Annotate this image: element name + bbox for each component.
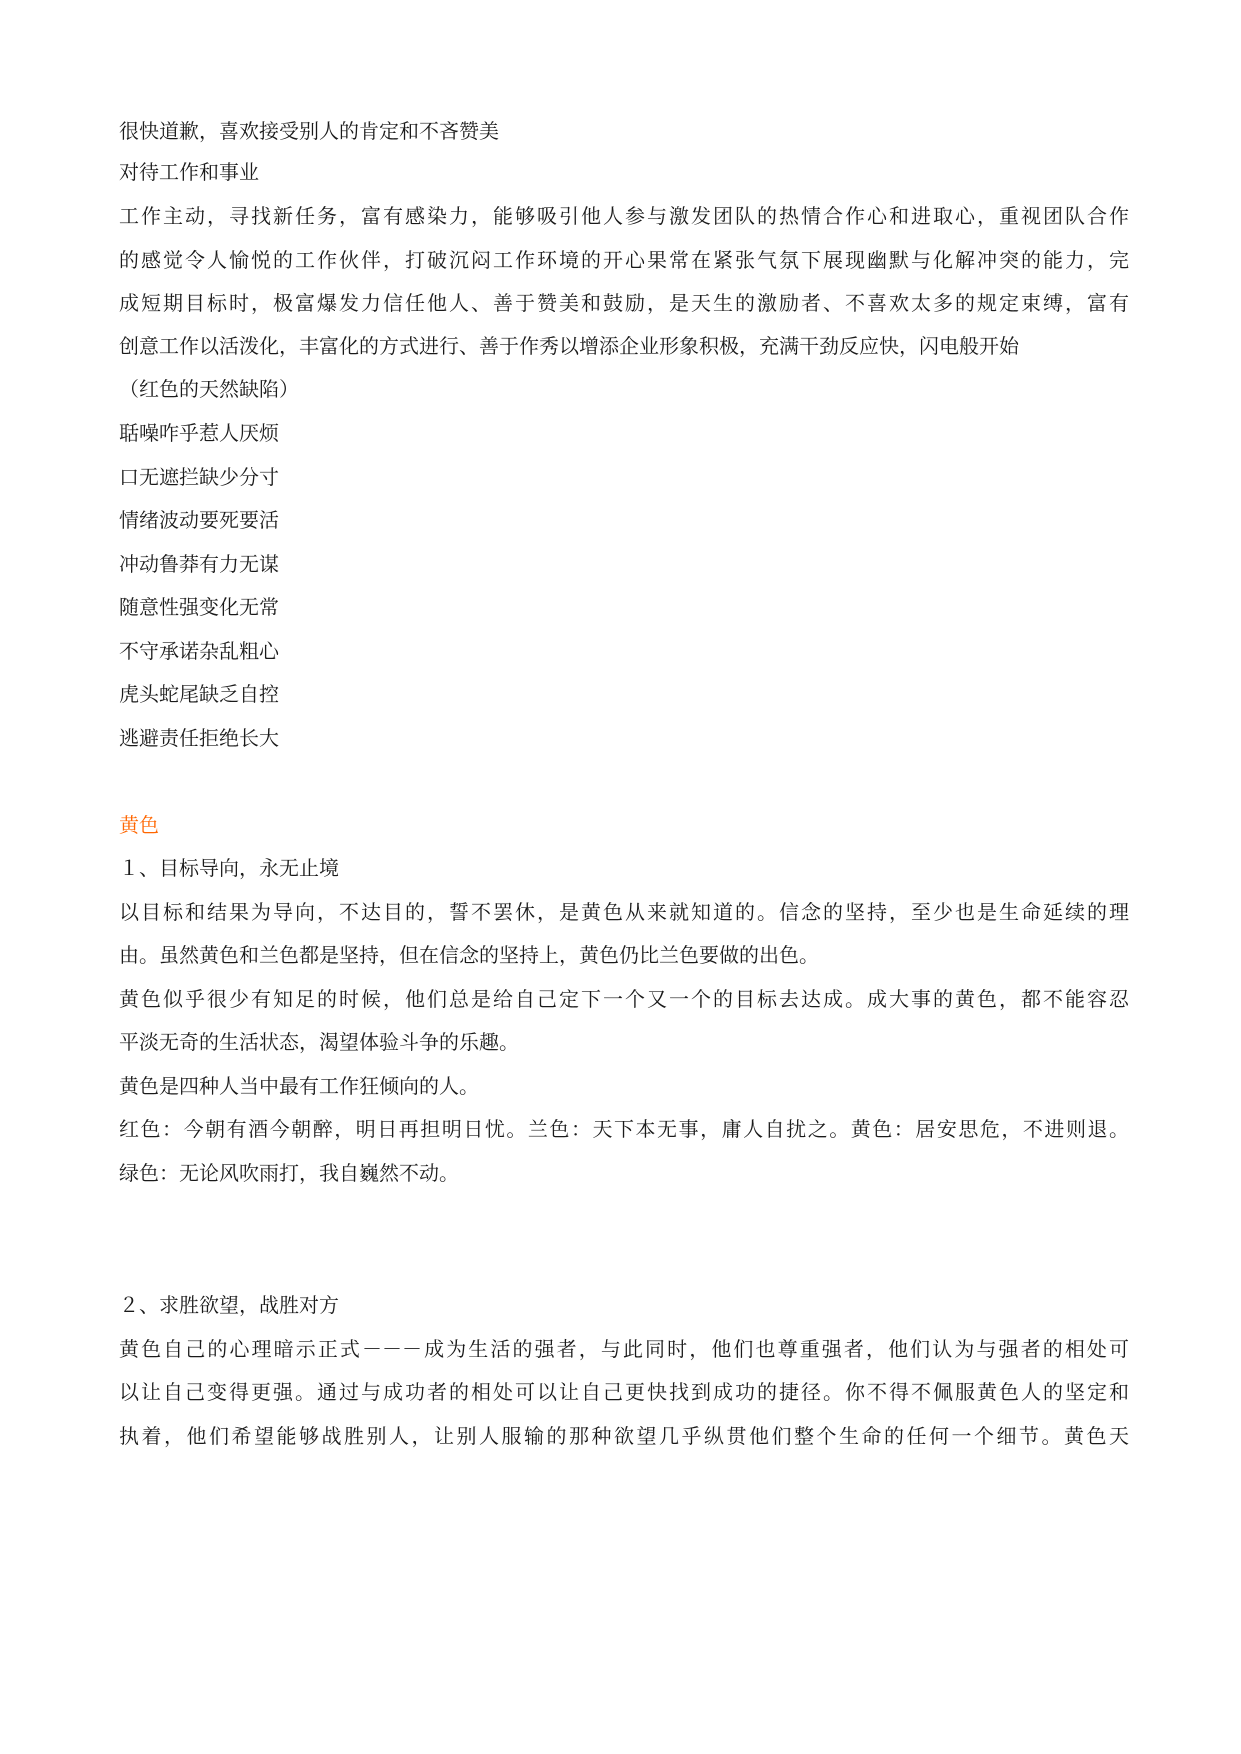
list-item: 聒噪咋乎惹人厌烦 <box>119 421 279 445</box>
list-item: 随意性强变化无常 <box>119 595 279 619</box>
paragraph-line: 成短期目标时，极富爆发力信任他人、善于赞美和鼓励，是天生的激励者、不喜欢太多的规定束缚，富有 <box>119 291 1129 315</box>
section-heading: 黄色 <box>119 813 159 837</box>
paragraph-line: 黄色似乎很少有知足的时候，他们总是给自己定下一个又一个的目标去达成。成大事的黄色，都不能容忍 <box>119 987 1129 1011</box>
paragraph-line: 以目标和结果为导向，不达目的，誓不罢休，是黄色从来就知道的。信念的坚持，至少也是生命延续的理 <box>119 900 1129 924</box>
paragraph-line: 红色：今朝有酒今朝醉，明日再担明日忧。兰色：天下本无事，庸人自扰之。黄色：居安思危，不进则退。 <box>119 1117 1129 1141</box>
text-line: 很快道歉，喜欢接受别人的肯定和不吝赞美 <box>119 119 499 143</box>
numbered-heading: １、目标导向，永无止境 <box>119 856 339 880</box>
numbered-heading: ２、求胜欲望，战胜对方 <box>119 1293 339 1317</box>
list-item: 冲动鲁莽有力无谋 <box>119 552 279 576</box>
paragraph-line: 的感觉令人愉悦的工作伙伴，打破沉闷工作环境的开心果常在紧张气氛下展现幽默与化解冲突的能力，完 <box>119 248 1129 272</box>
paragraph-line: 黄色是四种人当中最有工作狂倾向的人。 <box>119 1074 479 1098</box>
section-label: 对待工作和事业 <box>119 160 259 184</box>
paragraph-line: 工作主动，寻找新任务，富有感染力，能够吸引他人参与激发团队的热情合作心和进取心，重视团队合作 <box>119 204 1129 228</box>
list-item: 虎头蛇尾缺乏自控 <box>119 682 279 706</box>
list-item: 不守承诺杂乱粗心 <box>119 639 279 663</box>
paragraph-line: 执着，他们希望能够战胜别人，让别人服输的那种欲望几乎纵贯他们整个生命的任何一个细节。黄色天 <box>119 1424 1129 1448</box>
subheading: （红色的天然缺陷） <box>119 377 299 401</box>
paragraph-line: 平淡无奇的生活状态，渴望体验斗争的乐趣。 <box>119 1030 519 1054</box>
paragraph-line: 以让自己变得更强。通过与成功者的相处可以让自己更快找到成功的捷径。你不得不佩服黄色人的坚定和 <box>119 1380 1129 1404</box>
paragraph-line: 黄色自己的心理暗示正式－－－成为生活的强者，与此同时，他们也尊重强者，他们认为与强者的相处可 <box>119 1337 1129 1361</box>
paragraph-line: 由。虽然黄色和兰色都是坚持，但在信念的坚持上，黄色仍比兰色要做的出色。 <box>119 943 819 967</box>
paragraph-line: 创意工作以活泼化，丰富化的方式进行、善于作秀以增添企业形象积极，充满干劲反应快，闪电般开始 <box>119 334 1019 358</box>
list-item: 逃避责任拒绝长大 <box>119 726 279 750</box>
paragraph-line: 绿色：无论风吹雨打，我自巍然不动。 <box>119 1161 459 1185</box>
list-item: 情绪波动要死要活 <box>119 508 279 532</box>
list-item: 口无遮拦缺少分寸 <box>119 465 279 489</box>
